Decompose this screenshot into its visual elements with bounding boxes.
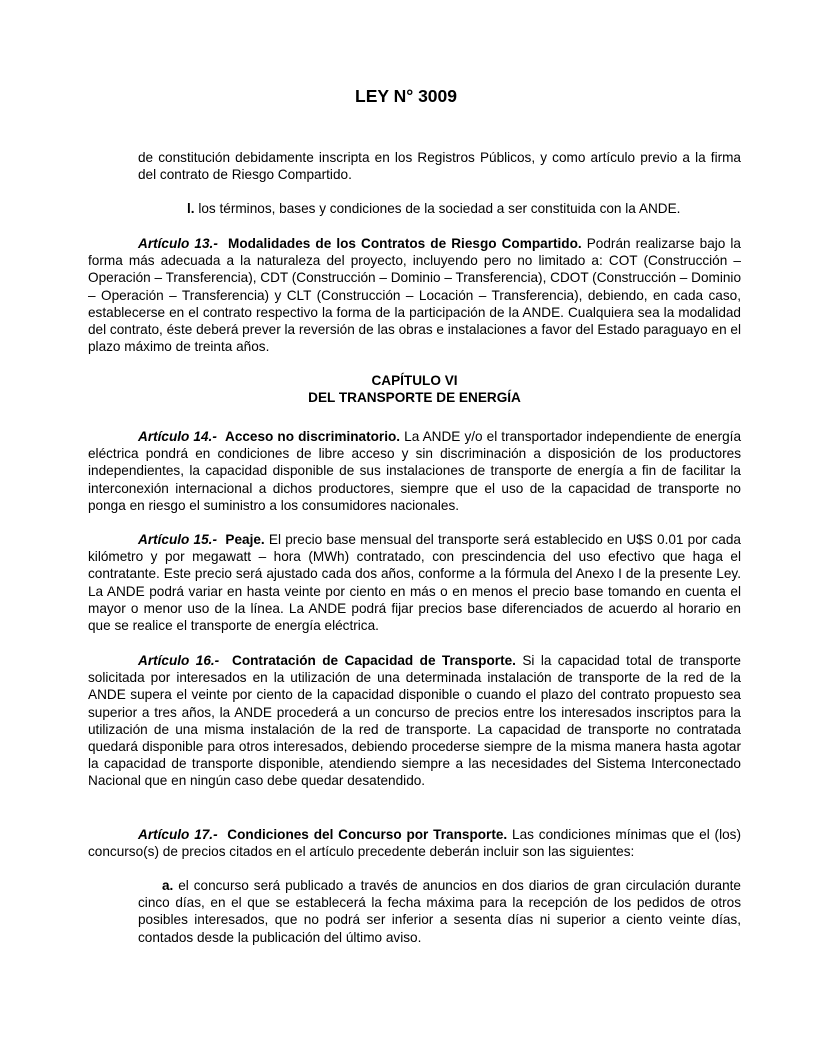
document-title: LEY N° 3009 — [355, 86, 458, 106]
article-14-heading: Acceso no discriminatorio. — [225, 429, 401, 444]
chapter-number: CAPÍTULO VI — [371, 373, 458, 388]
list-item-a-letter: a. — [162, 878, 174, 893]
article-15-heading: Peaje. — [225, 532, 265, 547]
article-16 — [88, 652, 741, 790]
list-item-l-text: los términos, bases y condiciones de la sociedad a ser constituida con la ANDE. — [194, 201, 681, 216]
article-13 — [88, 235, 741, 355]
article-15-body: El precio base mensual del transporte será establecido en U$S 0.01 por cada kilómetro y por megawatt – hora (MWh) contratado, con prescindencia del uso efectivo que haga el contratante. Este precio será ajustado cada dos años, conforme a la fórmula del Anexo I de la presente Ley. La ANDE podrá variar en hasta veinte por ciento en más o en menos el precio base tomando en cuenta el mayor o menor uso de la línea. La ANDE podrá fijar precios base diferenciados de acuerdo al horario en que se realice el transporte de energía eléctrica. — [88, 532, 741, 634]
article-17-heading: Condiciones del Concurso por Transporte. — [227, 827, 508, 842]
chapter-name: DEL TRANSPORTE DE ENERGÍA — [308, 390, 521, 406]
article-16-heading: Contratación de Capacidad de Transporte. — [232, 653, 516, 668]
article-17 — [88, 826, 741, 860]
article-14 — [88, 428, 741, 514]
article-13-label: Artículo 13.- — [138, 236, 218, 251]
article-17-body: Las condiciones mínimas que el (los) concurso(s) de precios citados en el artículo precedente deberán incluir son las siguientes: — [88, 827, 741, 860]
article-14-label: Artículo 14.- — [138, 429, 217, 444]
article-14-body: La ANDE y/o el transportador independiente de energía eléctrica pondrá en condiciones de libre acceso y sin discriminación a disposición de los productores independientes, la capacidad disponible de sus instalaciones de transporte de energía a fin de facilitar la interconexión internacional a dichos productores, siempre que el uso de la capacidad de transporte no ponga en riesgo el suministro a los consumidores nacionales. — [88, 429, 742, 513]
list-item-l — [187, 200, 747, 217]
article-17-label: Artículo 17.- — [138, 827, 218, 842]
article-15 — [88, 531, 741, 634]
chapter-heading — [88, 372, 741, 406]
article-13-heading: Modalidades de los Contratos de Riesgo Compartido. — [228, 236, 582, 251]
list-item-a-text: el concurso será publicado a través de anuncios en dos diarios de gran circulación durante cinco días, en el que se establecerá la fecha máxima para la recepción de los pedidos de otros posibles interesados, que no podrá ser inferior a sesenta días ni superior a ciento veinte días, contados desde la publicación del último aviso. — [138, 878, 741, 945]
article-15-label: Artículo 15.- — [138, 532, 217, 547]
list-item-a — [138, 877, 741, 946]
article-16-label: Artículo 16.- — [138, 653, 220, 668]
list-item-l-letter: l. — [187, 201, 195, 216]
intro-continuation: de constitución debidamente inscripta en los Registros Públicos, y como artículo previo a la firma del contrato de Riesgo Compartido. — [138, 150, 741, 183]
article-13-body: Podrán realizarse bajo la forma más adecuada a la naturaleza del proyecto, incluyendo pero no limitado a: COT (Construcción – Operación – Transferencia), CDT (Construcción – Dominio – Transferencia), CDOT (Construcción – Dominio – Operación – Transferencia) y CLT (Construcción – Locación – Transferencia), debiendo, en cada caso, establecerse en el contrato respectivo la forma de la participación de la ANDE. Cualquiera sea la modalidad del contrato, éste deberá prever la reversión de las obras e instalaciones a favor del Estado paraguayo en el plazo máximo de treinta años. — [88, 236, 742, 355]
article-16-body: Si la capacidad total de transporte solicitada por interesados en la utilización de una determinada instalación de transporte de la red de la ANDE supera el veinte por ciento de la capacidad disponible o cuando el plazo del contrato propuesto sea superior a tres años, la ANDE procederá a un concurso de precios entre los interesados inscriptos para la utilización de una misma instalación de la red de transporte. La capacidad de transporte no contratada quedará disponible para otros interesados, debiendo procederse siempre de la misma manera hasta agotar la capacidad de transporte disponible, atendiendo siempre a las necesidades del Sistema Interconectado Nacional que en ningún caso debe quedar desatendido. — [88, 653, 741, 789]
